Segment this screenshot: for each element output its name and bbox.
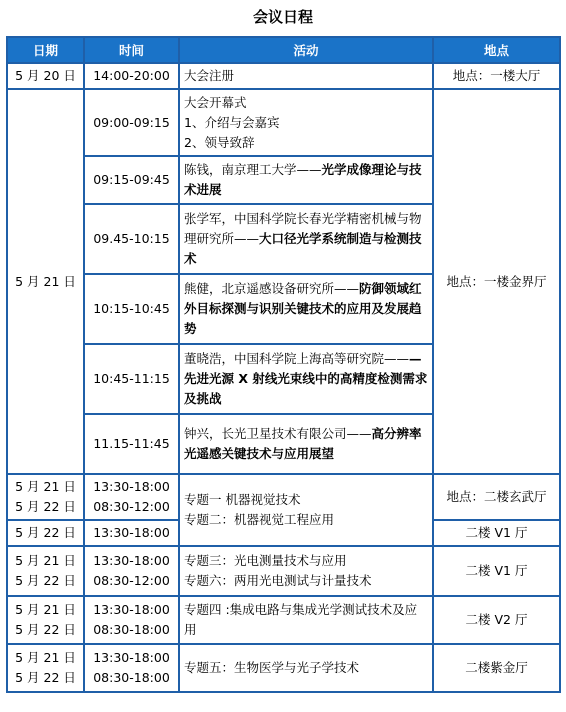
activity-cell: 专题五：生物医学与光子学技术 (179, 644, 433, 692)
date-cell (7, 596, 84, 644)
talk-title: 高分辨率光遥感关键技术与应用展望 (184, 426, 422, 461)
table-row (7, 63, 560, 89)
activity-cell (179, 344, 433, 414)
speaker-text: 陈钱，南京理工大学—— (184, 162, 322, 177)
talk-title: —先进光源 X 射线光束线中的高精度检测需求及挑战 (184, 351, 428, 406)
activity-cell (179, 89, 433, 156)
time-cell: 14:00-20:00 (84, 63, 179, 89)
speaker-text: 张学军，中国科学院长春光学精密机械与物理研究所—— (184, 211, 422, 246)
table-row (7, 644, 560, 692)
time-cell: 09:00-09:15 (84, 89, 179, 156)
time-line: 08:30-18:00 (93, 670, 170, 685)
speaker-text: 董晓浩，中国科学院上海高等研究院—— (184, 351, 410, 366)
activity-cell: 专题四 :集成电路与集成光学测试技术及应用 (179, 596, 433, 644)
table-row (7, 596, 560, 644)
time-line: 13:30-18:00 (93, 553, 170, 568)
date-line: 5 月 21 日 (15, 479, 76, 494)
place-cell: 地点：二楼玄武厅 (433, 474, 560, 520)
talk-title: 防御领域红外目标探测与识别关键技术的应用及发展趋势 (184, 281, 422, 336)
time-cell: 10:45-11:15 (84, 344, 179, 414)
activity-cell (179, 474, 433, 546)
time-cell: 13:30-18:00 (84, 520, 179, 546)
date-line: 5 月 21 日 (15, 553, 76, 568)
date-line: 5 月 21 日 (15, 602, 76, 617)
page-title: 会议日程 (252, 8, 313, 26)
date-line: 5 月 22 日 (15, 622, 76, 637)
date-cell (7, 546, 84, 596)
activity-line: 专题一 机器视觉技术 (184, 492, 301, 507)
date-cell (7, 474, 84, 520)
time-line: 13:30-18:00 (93, 479, 170, 494)
date-line: 5 月 22 日 (15, 573, 76, 588)
date-cell: 5 月 22 日 (7, 520, 84, 546)
time-line: 08:30-12:00 (93, 573, 170, 588)
activity-cell (179, 546, 433, 596)
activity-cell: 大会注册 (179, 63, 433, 89)
place-cell: 二楼 V1 厅 (433, 520, 560, 546)
header-place: 地点 (433, 37, 560, 63)
activity-line: 专题三：光电测量技术与应用 (184, 553, 347, 568)
table-row (7, 546, 560, 596)
activity-line: 专题二：机器视觉工程应用 (184, 512, 335, 527)
activity-cell (179, 156, 433, 204)
table-row (7, 89, 560, 156)
header-date: 日期 (7, 37, 84, 63)
schedule-table (6, 36, 561, 693)
speaker-text: 钟兴，长光卫星技术有限公司—— (184, 426, 372, 441)
date-line: 5 月 22 日 (15, 499, 76, 514)
date-cell (7, 644, 84, 692)
place-cell: 二楼 V1 厅 (433, 546, 560, 596)
date-cell: 5 月 20 日 (7, 63, 84, 89)
time-cell: 10:15-10:45 (84, 274, 179, 344)
time-cell: 09.45-10:15 (84, 204, 179, 274)
time-cell (84, 644, 179, 692)
time-cell: 09:15-09:45 (84, 156, 179, 204)
time-cell (84, 546, 179, 596)
header-activity: 活动 (179, 37, 433, 63)
date-cell: 5 月 21 日 (7, 89, 84, 474)
time-cell (84, 596, 179, 644)
time-line: 08:30-12:00 (93, 499, 170, 514)
place-cell: 地点：一楼金界厅 (433, 89, 560, 474)
activity-line: 2、领导致辞 (184, 134, 255, 150)
time-line: 08:30-18:00 (93, 622, 170, 637)
place-cell: 二楼紫金厅 (433, 644, 560, 692)
time-line: 13:30-18:00 (93, 650, 170, 665)
activity-line: 1、介绍与会嘉宾 (184, 114, 280, 130)
activity-cell (179, 204, 433, 274)
header-row (7, 37, 560, 63)
header-time: 时间 (84, 37, 179, 63)
date-line: 5 月 21 日 (15, 650, 76, 665)
activity-cell (179, 414, 433, 474)
table-row (7, 474, 560, 520)
talk-title: 光学成像理论与技术进展 (184, 162, 422, 197)
place-cell: 二楼 V2 厅 (433, 596, 560, 644)
activity-cell (179, 274, 433, 344)
place-cell: 地点：一楼大厅 (433, 63, 560, 89)
talk-title: 大口径光学系统制造与检测技术 (184, 231, 422, 266)
time-line: 13:30-18:00 (93, 602, 170, 617)
time-cell: 11.15-11:45 (84, 414, 179, 474)
activity-line: 专题六：两用光电测试与计量技术 (184, 573, 372, 588)
time-cell (84, 474, 179, 520)
date-line: 5 月 22 日 (15, 670, 76, 685)
speaker-text: 熊健，北京遥感设备研究所—— (184, 281, 360, 296)
activity-line: 大会开幕式 (184, 94, 247, 110)
